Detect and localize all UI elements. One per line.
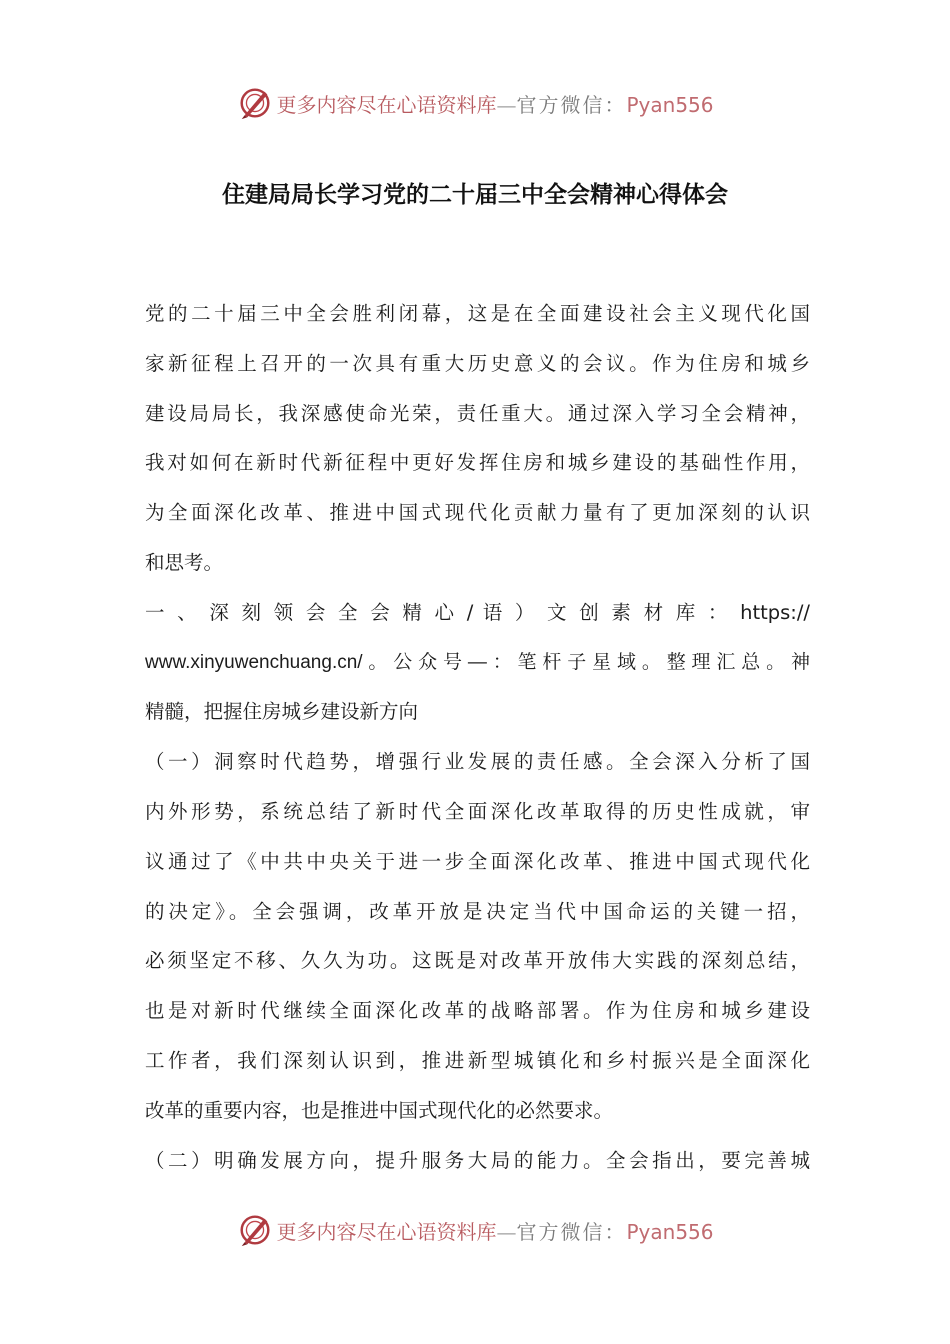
- body-line: 建设局局长，我深感使命光荣，责任重大。通过深入学习全会精神，: [145, 401, 810, 425]
- watermark-slogan: 更多内容尽在心语资料库: [276, 92, 497, 117]
- body-line: （二）明确发展方向，提升服务大局的能力。全会指出，要完善城: [145, 1148, 810, 1172]
- body-line: 一 、 深 刻 领 会 全 会 精 心 / 语 ） 文 创 素 材 库 ： https://: [145, 600, 810, 624]
- body-line: 和思考。: [145, 550, 224, 574]
- document-title: 住建局局长学习党的二十届三中全会精神心得体会: [222, 182, 728, 208]
- body-line: 的决定》。全会强调，改革开放是决定当代中国命运的关键一招，: [145, 899, 810, 923]
- body-line: 党的二十届三中全会胜利闭幕，这是在全面建设社会主义现代化国: [145, 302, 810, 325]
- pen-logo-icon: [236, 1211, 274, 1249]
- body-line: 我对如何在新时代新征程中更好发挥住房和城乡建设的基础性作用，: [145, 451, 810, 475]
- watermark-separator: —: [496, 92, 517, 117]
- body-line: 精髓，把握住房城乡建设新方向: [145, 700, 419, 724]
- watermark-wechat-id: Pyan556: [626, 1219, 714, 1244]
- document-body: [145, 289, 810, 1185]
- body-line: 内外形势，系统总结了新时代全面深化改革取得的历史性成就，审: [145, 799, 810, 823]
- pen-logo-icon: [236, 84, 274, 122]
- watermark-wechat-label: 官方微信：: [516, 92, 627, 117]
- body-line: 议通过了《中共中央关于进一步全面深化改革、推进中国式现代化: [145, 849, 810, 873]
- body-line: 家新征程上召开的一次具有重大历史意义的会议。作为住房和城乡: [145, 351, 810, 375]
- body-line: 为全面深化改革、推进中国式现代化贡献力量有了更加深刻的认识: [145, 501, 810, 525]
- footer-watermark: [0, 1208, 950, 1252]
- body-line: 必须坚定不移、久久为功。这既是对改革开放伟大实践的深刻总结，: [145, 949, 810, 973]
- body-line: 工作者，我们深刻认识到，推进新型城镇化和乡村振兴是全面深化: [145, 1048, 810, 1072]
- watermark-text: [276, 1216, 713, 1245]
- body-line: （一）洞察时代趋势，增强行业发展的责任感。全会深入分析了国: [145, 750, 810, 774]
- body-line: 改革的重要内容，也是推进中国式现代化的必然要求。: [145, 1098, 614, 1122]
- header-watermark: [0, 81, 950, 125]
- watermark-wechat-label: 官方微信：: [516, 1219, 627, 1244]
- watermark-wechat-id: Pyan556: [626, 92, 714, 117]
- body-line: www.xinyuwenchuang.cn/。公众号—：笔杆子星域。整理汇总。神: [145, 651, 810, 673]
- watermark-slogan: 更多内容尽在心语资料库: [276, 1219, 497, 1244]
- watermark-separator: —: [496, 1219, 517, 1244]
- body-line: 也是对新时代继续全面深化改革的战略部署。作为住房和城乡建设: [145, 999, 810, 1023]
- watermark-text: [276, 89, 713, 118]
